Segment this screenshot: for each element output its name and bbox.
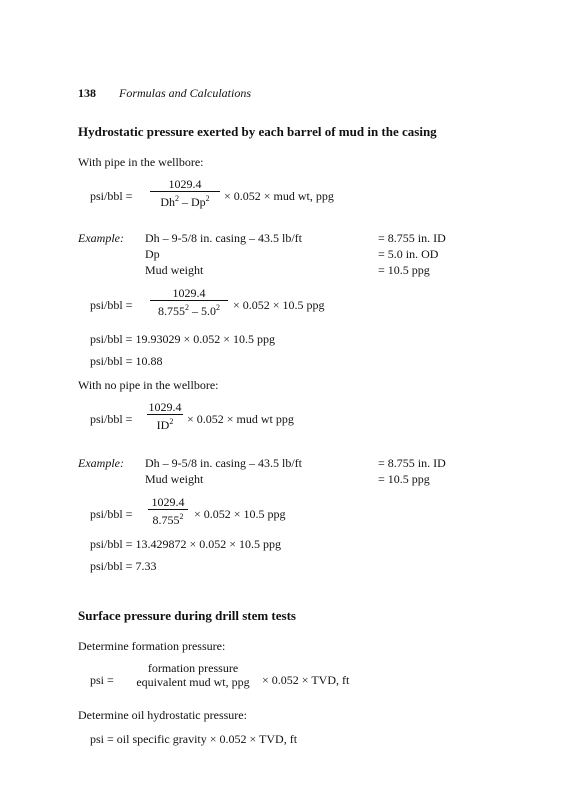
example-1-row-2-left: Dp bbox=[145, 247, 160, 261]
result-line-4: psi/bbl = 7.33 bbox=[90, 559, 157, 573]
example-1-row-1-right: = 8.755 in. ID bbox=[378, 231, 446, 245]
formula-4-lhs: psi/bbl = bbox=[90, 507, 133, 521]
formula-3-rhs: × 0.052 × mud wt ppg bbox=[187, 412, 294, 426]
example-2-row-1-left: Dh – 9-5/8 in. casing – 43.5 lb/ft bbox=[145, 456, 302, 470]
formula-4-numerator: 1029.4 bbox=[151, 495, 185, 509]
example-2-row-1-right: = 8.755 in. ID bbox=[378, 456, 446, 470]
with-pipe-label: With pipe in the wellbore: bbox=[78, 155, 204, 169]
formula-5-fraction bbox=[126, 661, 260, 689]
example-2-row-2-left: Mud weight bbox=[145, 472, 204, 486]
result-line-2: psi/bbl = 10.88 bbox=[90, 354, 163, 368]
formula-3-fraction bbox=[146, 400, 184, 432]
formula-5-rhs: × 0.052 × TVD, ft bbox=[262, 673, 350, 687]
formula-2-numerator: 1029.4 bbox=[172, 286, 206, 300]
determine-oil-label: Determine oil hydrostatic pressure: bbox=[78, 708, 247, 722]
result-line-1: psi/bbl = 19.93029 × 0.052 × 10.5 ppg bbox=[90, 332, 275, 346]
example-2-label: Example: bbox=[78, 456, 124, 470]
formula-1-rhs: × 0.052 × mud wt, ppg bbox=[224, 189, 334, 203]
example-1-row-3-left: Mud weight bbox=[145, 263, 204, 277]
example-2-row-2-right: = 10.5 ppg bbox=[378, 472, 430, 486]
example-1-row-1-left: Dh – 9-5/8 in. casing – 43.5 lb/ft bbox=[145, 231, 302, 245]
formula-1-denominator: Dh$^2$ – Dp$^2$ bbox=[160, 194, 210, 209]
section-heading-hydrostatic: Hydrostatic pressure exerted by each barrel of mud in the casing bbox=[78, 124, 437, 139]
formula-2-lhs: psi/bbl = bbox=[90, 298, 133, 312]
no-pipe-label: With no pipe in the wellbore: bbox=[78, 378, 219, 392]
formula-1-numerator: 1029.4 bbox=[168, 177, 202, 191]
oil-hydrostatic-formula: psi = oil specific gravity × 0.052 × TVD, ft bbox=[90, 732, 298, 746]
formula-2-rhs: × 0.052 × 10.5 ppg bbox=[233, 298, 325, 312]
determine-formation-label: Determine formation pressure: bbox=[78, 639, 226, 653]
section-heading-dst: Surface pressure during drill stem tests bbox=[78, 608, 296, 623]
example-1-row-3-right: = 10.5 ppg bbox=[378, 263, 430, 277]
formula-5-denominator: equivalent mud wt, ppg bbox=[136, 675, 250, 689]
formula-5-lhs: psi = bbox=[90, 673, 114, 687]
formula-1-fraction bbox=[148, 177, 222, 209]
formula-5-numerator: formation pressure bbox=[147, 661, 239, 675]
formula-4-rhs: × 0.052 × 10.5 ppg bbox=[194, 507, 286, 521]
result-line-3: psi/bbl = 13.429872 × 0.052 × 10.5 ppg bbox=[90, 537, 281, 551]
formula-3-numerator: 1029.4 bbox=[148, 400, 182, 414]
page-number: 138 bbox=[78, 86, 96, 100]
formula-3-lhs: psi/bbl = bbox=[90, 412, 133, 426]
example-1-row-2-right: = 5.0 in. OD bbox=[378, 247, 439, 261]
formula-1-lhs: psi/bbl = bbox=[90, 189, 133, 203]
formula-2-fraction bbox=[148, 286, 230, 318]
formula-4-denominator: 8.755$^2$ bbox=[152, 512, 184, 527]
running-title: Formulas and Calculations bbox=[119, 86, 252, 100]
example-1-label: Example: bbox=[78, 231, 124, 245]
formula-3-denominator: $ID^2$ bbox=[156, 417, 174, 432]
formula-4-fraction bbox=[146, 495, 190, 527]
formula-2-denominator: $8.755^2 - 5.0^2$ bbox=[158, 303, 220, 318]
